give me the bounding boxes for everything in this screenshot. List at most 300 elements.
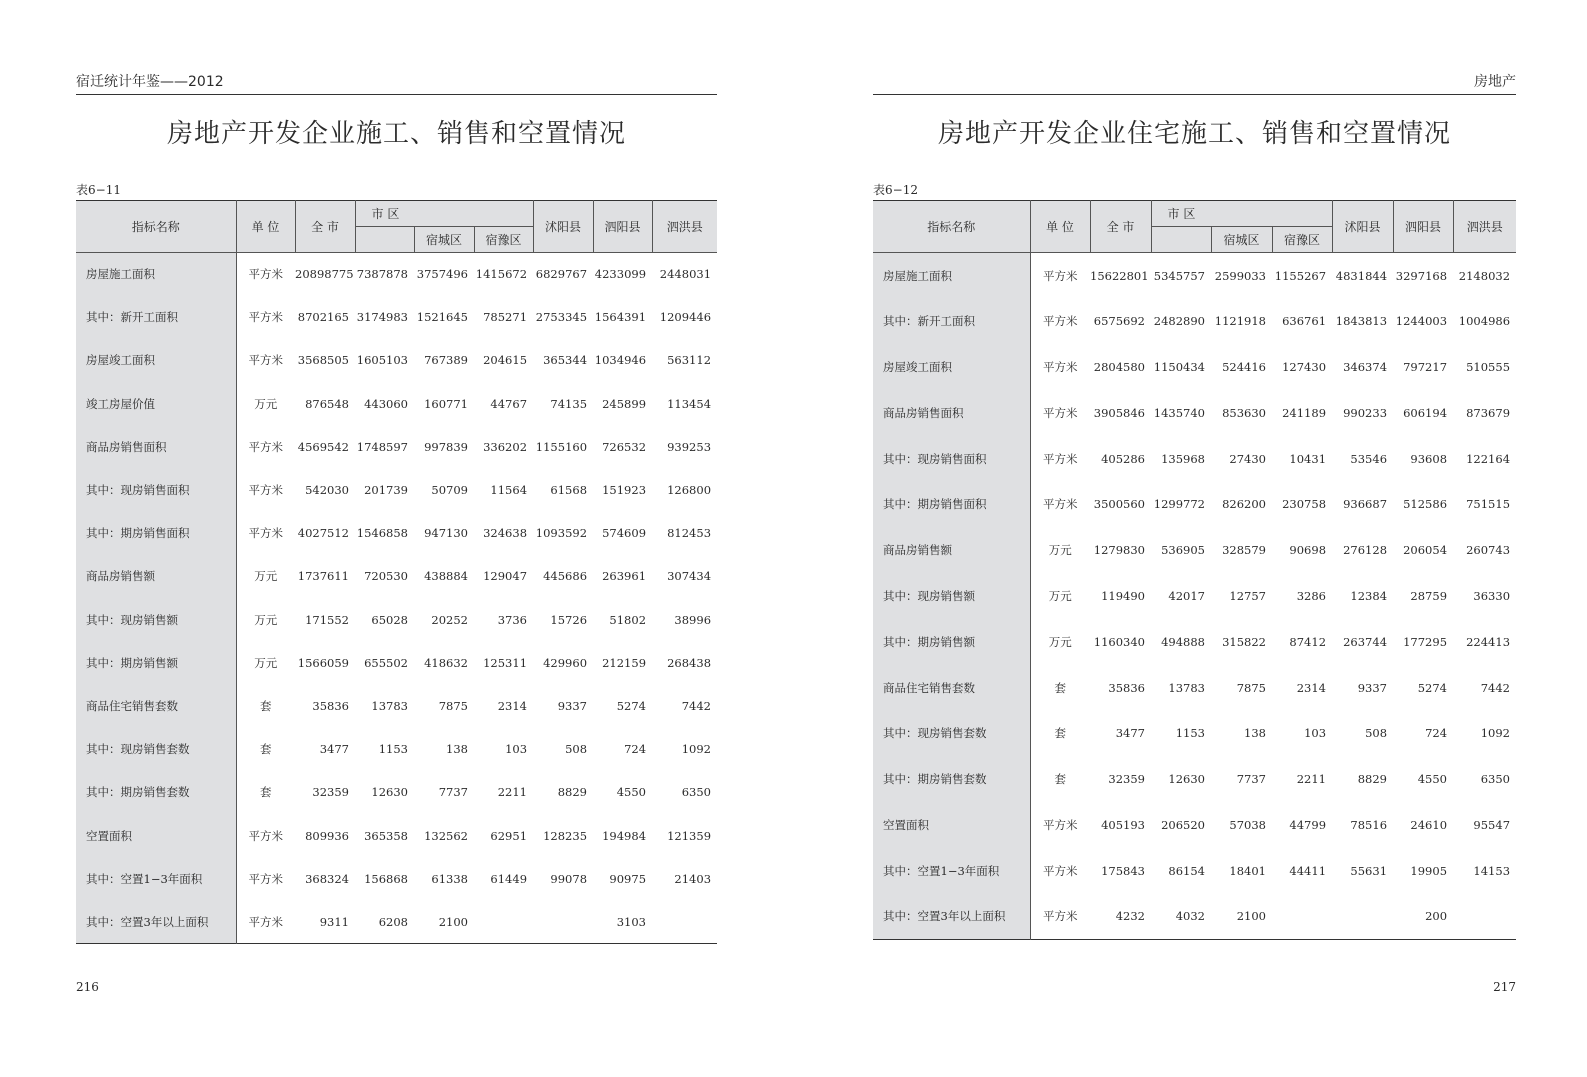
value-cell: 3103 <box>616 914 647 929</box>
value-cell: 445686 <box>543 569 588 584</box>
row-unit: 平方米 <box>1043 268 1078 283</box>
value-cell: 241189 <box>1282 405 1327 420</box>
value-cell: 3568505 <box>297 353 349 368</box>
value-cell: 1160340 <box>1093 634 1145 649</box>
row-label: 其中：新开工面积 <box>76 296 236 339</box>
value-cell: 512586 <box>1403 497 1448 512</box>
value-cell: 204615 <box>483 353 528 368</box>
table-row <box>873 390 1516 436</box>
value-cell: 125311 <box>483 655 528 670</box>
value-cell: 18401 <box>1229 863 1266 878</box>
header-name: 指标名称 <box>76 201 236 253</box>
header-shuyang: 沭阳县 <box>533 201 593 253</box>
value-cell: 14153 <box>1473 863 1511 878</box>
value-cell: 1415672 <box>475 267 528 282</box>
value-cell: 751515 <box>1466 497 1511 512</box>
value-cell: 508 <box>565 742 588 757</box>
header-shuyang: 沭阳县 <box>1332 201 1393 253</box>
value-cell: 1564391 <box>594 310 647 325</box>
value-cell: 494888 <box>1161 634 1205 649</box>
value-cell: 809936 <box>305 828 349 843</box>
value-cell: 315822 <box>1222 634 1266 649</box>
value-cell: 212159 <box>602 655 647 670</box>
value-cell: 3905846 <box>1093 405 1145 420</box>
value-cell: 812453 <box>667 526 712 541</box>
header-sihong: 泗洪县 <box>652 201 717 253</box>
row-unit: 平方米 <box>248 871 283 886</box>
value-cell: 936687 <box>1343 497 1388 512</box>
value-cell: 346374 <box>1343 359 1388 374</box>
table-row <box>873 298 1516 344</box>
row-unit: 套 <box>260 785 272 800</box>
value-cell: 1244003 <box>1395 314 1448 329</box>
value-cell: 4550 <box>616 785 647 800</box>
value-cell: 2314 <box>1296 680 1327 695</box>
value-cell: 44799 <box>1289 817 1327 832</box>
value-cell: 268438 <box>667 655 712 670</box>
value-cell: 724 <box>624 742 647 757</box>
value-cell: 132562 <box>424 828 468 843</box>
value-cell: 1279830 <box>1093 543 1145 558</box>
value-cell: 15622801 <box>1090 268 1149 283</box>
value-cell: 1521645 <box>416 310 468 325</box>
value-cell: 11564 <box>490 483 528 498</box>
value-cell: 57038 <box>1229 817 1266 832</box>
table-row <box>76 771 717 814</box>
value-cell: 536905 <box>1161 543 1205 558</box>
value-cell: 99078 <box>550 871 588 886</box>
row-unit: 平方米 <box>248 267 283 282</box>
table-row <box>873 573 1516 619</box>
row-unit: 平方米 <box>1043 909 1078 924</box>
value-cell: 7737 <box>438 785 468 800</box>
value-cell: 8829 <box>557 785 588 800</box>
row-label: 其中：现房销售面积 <box>873 436 1030 482</box>
value-cell: 128235 <box>543 828 588 843</box>
value-cell: 15726 <box>550 612 588 627</box>
value-cell: 563112 <box>667 353 712 368</box>
value-cell: 44767 <box>490 396 528 411</box>
value-cell: 121359 <box>667 828 712 843</box>
value-cell: 87412 <box>1289 634 1327 649</box>
header-spacer <box>355 227 414 253</box>
header-total: 全 市 <box>295 201 355 253</box>
value-cell: 4032 <box>1175 909 1205 924</box>
row-label: 其中：空置3年以上面积 <box>873 894 1030 940</box>
table-row <box>76 512 717 555</box>
table-row <box>76 857 717 900</box>
value-cell: 177295 <box>1403 634 1448 649</box>
value-cell: 119490 <box>1101 588 1145 603</box>
value-cell: 90698 <box>1289 543 1327 558</box>
value-cell: 7875 <box>438 698 468 713</box>
value-cell: 9337 <box>1357 680 1388 695</box>
value-cell: 263961 <box>602 569 647 584</box>
value-cell: 1155160 <box>535 439 588 454</box>
value-cell: 8702165 <box>297 310 349 325</box>
value-cell: 129047 <box>483 569 528 584</box>
row-unit: 平方米 <box>1043 314 1078 329</box>
table-title: 房地产开发企业住宅施工、销售和空置情况 <box>937 119 1451 149</box>
value-cell: 1843813 <box>1335 314 1388 329</box>
value-cell: 947130 <box>424 526 468 541</box>
value-cell <box>1332 894 1393 940</box>
value-cell <box>533 900 593 943</box>
table-row <box>873 344 1516 390</box>
value-cell: 2100 <box>438 914 468 929</box>
value-cell: 1092 <box>1480 726 1511 741</box>
row-unit: 平方米 <box>1043 863 1078 878</box>
value-cell: 4831844 <box>1335 268 1388 283</box>
value-cell: 418632 <box>424 655 468 670</box>
row-label: 房屋施工面积 <box>873 253 1030 299</box>
value-cell: 151923 <box>602 483 647 498</box>
table-number: 表6−11 <box>76 183 121 197</box>
header-name: 指标名称 <box>873 201 1030 253</box>
table-row <box>76 339 717 382</box>
value-cell: 7737 <box>1236 772 1266 787</box>
header-sucheng: 宿城区 <box>1211 227 1272 253</box>
row-unit: 平方米 <box>1043 359 1078 374</box>
row-unit: 平方米 <box>1043 405 1078 420</box>
value-cell <box>1453 894 1516 940</box>
value-cell: 61449 <box>490 871 528 886</box>
table-row <box>873 848 1516 894</box>
row-label: 空置面积 <box>76 814 236 857</box>
value-cell: 200 <box>1425 909 1448 924</box>
table-row <box>76 684 717 727</box>
left-page <box>76 0 717 1077</box>
value-cell: 6575692 <box>1093 314 1145 329</box>
row-unit: 平方米 <box>248 353 283 368</box>
yearbook-title: 宿迁统计年鉴——2012 <box>76 74 224 90</box>
right-page <box>873 0 1516 1077</box>
value-cell: 7442 <box>1480 680 1511 695</box>
table-row <box>873 665 1516 711</box>
value-cell: 19905 <box>1410 863 1448 878</box>
value-cell <box>474 900 533 943</box>
row-unit: 平方米 <box>248 914 283 929</box>
value-cell: 95547 <box>1473 817 1511 832</box>
value-cell: 574609 <box>602 526 647 541</box>
value-cell <box>652 900 717 943</box>
table-row <box>873 481 1516 527</box>
value-cell: 201739 <box>364 483 408 498</box>
row-label: 其中：现房销售额 <box>76 598 236 641</box>
table-row <box>873 710 1516 756</box>
section-name: 房地产 <box>1474 74 1516 90</box>
row-unit: 套 <box>1054 680 1066 695</box>
value-cell: 4550 <box>1417 772 1448 787</box>
table-row <box>873 619 1516 665</box>
row-label: 竣工房屋价值 <box>76 382 236 425</box>
table-row <box>76 425 717 468</box>
value-cell: 65028 <box>371 612 408 627</box>
value-cell: 6350 <box>681 785 712 800</box>
value-cell: 103 <box>505 742 528 757</box>
value-cell: 655502 <box>364 655 408 670</box>
table-row <box>76 900 717 943</box>
value-cell: 307434 <box>667 569 712 584</box>
value-cell: 36330 <box>1473 588 1511 603</box>
value-cell: 90975 <box>609 871 647 886</box>
table-row <box>873 527 1516 573</box>
value-cell: 61338 <box>431 871 468 886</box>
value-cell: 12630 <box>371 785 408 800</box>
value-cell: 44411 <box>1289 863 1327 878</box>
row-unit: 平方米 <box>248 439 283 454</box>
value-cell: 245899 <box>602 396 647 411</box>
value-cell: 230758 <box>1282 497 1327 512</box>
value-cell: 12384 <box>1350 588 1388 603</box>
header-unit: 单 位 <box>236 201 295 253</box>
value-cell: 524416 <box>1222 359 1266 374</box>
value-cell: 127430 <box>1282 359 1327 374</box>
value-cell: 160771 <box>424 396 468 411</box>
value-cell: 365344 <box>543 353 588 368</box>
header-sihong: 泗洪县 <box>1453 201 1516 253</box>
table-row <box>76 382 717 425</box>
row-unit: 万元 <box>254 396 278 411</box>
row-label: 其中：空置1−3年面积 <box>873 848 1030 894</box>
row-unit: 平方米 <box>248 526 283 541</box>
table-row <box>873 756 1516 802</box>
value-cell: 138 <box>1244 726 1266 741</box>
header-urban: 市 区 <box>1151 201 1332 227</box>
row-unit: 万元 <box>254 655 278 670</box>
row-label: 商品房销售面积 <box>76 425 236 468</box>
table-row <box>76 468 717 511</box>
value-cell: 2148032 <box>1458 268 1511 283</box>
value-cell: 55631 <box>1350 863 1388 878</box>
value-cell: 276128 <box>1343 543 1388 558</box>
value-cell: 138 <box>446 742 468 757</box>
value-cell: 6350 <box>1480 772 1511 787</box>
value-cell: 939253 <box>667 439 712 454</box>
value-cell: 1004986 <box>1458 314 1511 329</box>
value-cell: 21403 <box>674 871 712 886</box>
value-cell: 135968 <box>1161 451 1205 466</box>
value-cell: 990233 <box>1343 405 1388 420</box>
row-label: 商品房销售额 <box>873 527 1030 573</box>
value-cell: 175843 <box>1101 863 1145 878</box>
value-cell: 2211 <box>497 785 528 800</box>
value-cell: 997839 <box>424 439 468 454</box>
value-cell: 8829 <box>1357 772 1388 787</box>
value-cell: 4569542 <box>297 439 349 454</box>
row-unit: 万元 <box>254 569 278 584</box>
table-row <box>76 296 717 339</box>
value-cell: 1153 <box>378 742 408 757</box>
value-cell: 510555 <box>1466 359 1511 374</box>
table-row <box>873 436 1516 482</box>
row-label: 商品住宅销售套数 <box>873 665 1030 711</box>
value-cell: 13783 <box>371 698 408 713</box>
value-cell: 3757496 <box>416 267 468 282</box>
value-cell: 767389 <box>424 353 468 368</box>
row-unit: 平方米 <box>248 310 283 325</box>
value-cell: 1093592 <box>535 526 588 541</box>
value-cell: 1092 <box>681 742 712 757</box>
value-cell: 12757 <box>1229 588 1266 603</box>
row-label: 其中：现房销售套数 <box>873 710 1030 756</box>
table-row <box>76 728 717 771</box>
value-cell: 61568 <box>550 483 588 498</box>
value-cell: 9311 <box>319 914 349 929</box>
row-label: 其中：期房销售套数 <box>76 771 236 814</box>
value-cell: 51802 <box>609 612 647 627</box>
row-unit: 万元 <box>1048 634 1072 649</box>
value-cell: 2482890 <box>1153 314 1205 329</box>
row-label: 商品住宅销售套数 <box>76 684 236 727</box>
value-cell: 853630 <box>1222 405 1266 420</box>
value-cell: 1153 <box>1175 726 1205 741</box>
row-label: 其中：期房销售额 <box>873 619 1030 665</box>
row-label: 其中：期房销售面积 <box>76 512 236 555</box>
row-unit: 平方米 <box>248 483 283 498</box>
value-cell: 1566059 <box>297 655 349 670</box>
table-number: 表6−12 <box>873 183 918 197</box>
value-cell: 1155267 <box>1274 268 1327 283</box>
row-unit: 套 <box>260 698 272 713</box>
value-cell: 438884 <box>424 569 468 584</box>
value-cell: 122164 <box>1466 451 1511 466</box>
value-cell: 7387878 <box>356 267 408 282</box>
value-cell: 1605103 <box>356 353 408 368</box>
value-cell: 13783 <box>1168 680 1205 695</box>
value-cell: 206520 <box>1161 817 1205 832</box>
header-suyu: 宿豫区 <box>474 227 533 253</box>
value-cell: 3477 <box>1115 726 1145 741</box>
value-cell: 194984 <box>602 828 647 843</box>
header-siyang: 泗阳县 <box>593 201 652 253</box>
value-cell: 156868 <box>364 871 408 886</box>
value-cell: 1435740 <box>1153 405 1205 420</box>
value-cell: 542030 <box>305 483 349 498</box>
page-number: 216 <box>76 980 99 994</box>
value-cell: 4233099 <box>594 267 647 282</box>
value-cell: 3174983 <box>356 310 408 325</box>
value-cell: 3477 <box>319 742 349 757</box>
value-cell: 720530 <box>364 569 408 584</box>
running-head <box>76 74 717 95</box>
value-cell: 429960 <box>543 655 588 670</box>
value-cell: 32359 <box>1108 772 1145 787</box>
value-cell: 263744 <box>1343 634 1388 649</box>
value-cell: 3286 <box>1296 588 1327 603</box>
value-cell: 206054 <box>1403 543 1448 558</box>
value-cell: 328579 <box>1222 543 1266 558</box>
value-cell: 78516 <box>1350 817 1388 832</box>
value-cell: 93608 <box>1410 451 1448 466</box>
row-unit: 万元 <box>1048 588 1072 603</box>
value-cell: 20898775 <box>295 267 354 282</box>
header-urban: 市 区 <box>355 201 533 227</box>
value-cell: 2448031 <box>659 267 712 282</box>
value-cell: 876548 <box>305 396 349 411</box>
value-cell: 1299772 <box>1153 497 1205 512</box>
row-unit: 套 <box>1054 726 1066 741</box>
table-row <box>76 814 717 857</box>
value-cell: 50709 <box>431 483 468 498</box>
row-label: 商品房销售面积 <box>873 390 1030 436</box>
value-cell: 1209446 <box>659 310 712 325</box>
value-cell: 7442 <box>681 698 712 713</box>
row-label: 其中：期房销售套数 <box>873 756 1030 802</box>
row-label: 房屋竣工面积 <box>76 339 236 382</box>
value-cell: 113454 <box>667 396 712 411</box>
table-row <box>76 253 717 296</box>
header-total: 全 市 <box>1090 201 1151 253</box>
value-cell: 6829767 <box>535 267 588 282</box>
header-suyu: 宿豫区 <box>1272 227 1332 253</box>
value-cell: 2314 <box>497 698 528 713</box>
value-cell: 171552 <box>305 612 349 627</box>
value-cell: 508 <box>1365 726 1388 741</box>
value-cell: 1546858 <box>356 526 408 541</box>
value-cell: 3736 <box>497 612 528 627</box>
value-cell: 24610 <box>1410 817 1448 832</box>
value-cell: 62951 <box>490 828 528 843</box>
value-cell: 1737611 <box>297 569 349 584</box>
page-number: 217 <box>1493 980 1516 994</box>
row-label: 房屋施工面积 <box>76 253 236 296</box>
value-cell: 1150434 <box>1153 359 1205 374</box>
table-row <box>873 894 1516 940</box>
value-cell: 636761 <box>1282 314 1327 329</box>
value-cell <box>1272 894 1332 940</box>
value-cell: 4027512 <box>297 526 349 541</box>
row-unit: 套 <box>260 742 272 757</box>
value-cell: 336202 <box>483 439 528 454</box>
row-label: 其中：现房销售套数 <box>76 728 236 771</box>
value-cell: 35836 <box>312 698 349 713</box>
value-cell: 9337 <box>557 698 588 713</box>
row-label: 其中：期房销售额 <box>76 641 236 684</box>
value-cell: 32359 <box>312 785 349 800</box>
value-cell: 1121918 <box>1214 314 1266 329</box>
value-cell: 797217 <box>1403 359 1448 374</box>
value-cell: 126800 <box>667 483 712 498</box>
value-cell: 35836 <box>1108 680 1145 695</box>
value-cell: 2804580 <box>1093 359 1145 374</box>
row-label: 空置面积 <box>873 802 1030 848</box>
value-cell: 74135 <box>550 396 588 411</box>
value-cell: 724 <box>1425 726 1448 741</box>
value-cell: 2599033 <box>1214 268 1266 283</box>
value-cell: 873679 <box>1466 405 1511 420</box>
value-cell: 6208 <box>378 914 408 929</box>
table-row <box>76 598 717 641</box>
row-label: 其中：空置3年以上面积 <box>76 900 236 943</box>
value-cell: 606194 <box>1403 405 1448 420</box>
table-row <box>76 555 717 598</box>
row-label: 房屋竣工面积 <box>873 344 1030 390</box>
header-spacer <box>1151 227 1211 253</box>
value-cell: 405193 <box>1101 817 1145 832</box>
value-cell: 826200 <box>1222 497 1266 512</box>
value-cell: 20252 <box>431 612 468 627</box>
row-label: 其中：期房销售面积 <box>873 481 1030 527</box>
running-head <box>873 74 1516 95</box>
value-cell: 726532 <box>602 439 647 454</box>
value-cell: 368324 <box>305 871 349 886</box>
header-sucheng: 宿城区 <box>414 227 474 253</box>
row-unit: 套 <box>1054 772 1066 787</box>
table-title: 房地产开发企业施工、销售和空置情况 <box>166 119 626 149</box>
row-label: 其中：空置1−3年面积 <box>76 857 236 900</box>
table-row <box>873 253 1516 299</box>
